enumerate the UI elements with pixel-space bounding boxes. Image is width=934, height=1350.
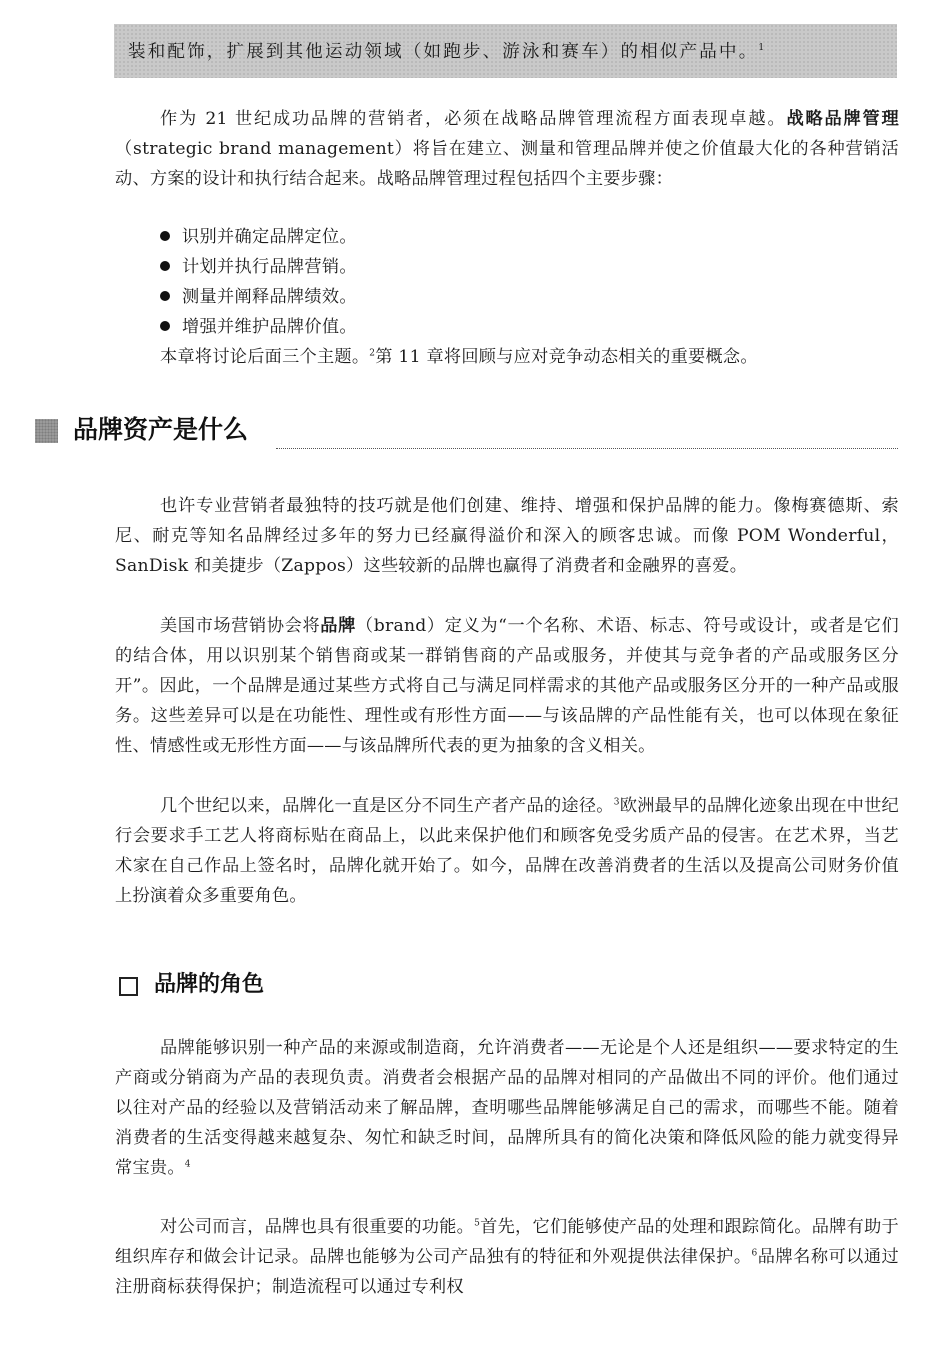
section-heading: 品牌资产是什么	[73, 415, 249, 444]
body-paragraph: 几个世纪以来，品牌化一直是区分不同生产者产品的途径。$^3$欧洲最早的品牌化迹象出现在中世纪行会要求手工艺人将商标贴在商品上，以此来保护他们和顾客免受劣质产品的侵害。在艺术界，当艺术家在自己作品上签名时，品牌化就开始了。如今，品牌在改善消费者的生活以及提高公司财务价值上扮演着众多重要角色。	[115, 796, 899, 906]
footnote-ref: 2	[369, 348, 376, 359]
bullet-icon	[160, 321, 170, 331]
bullet-icon	[160, 231, 170, 241]
continued-text-line: 装和配饰，扩展到其他运动领域（如跑步、游泳和赛车）的相似产品中。$^1$	[128, 42, 767, 62]
bullet-icon	[160, 261, 170, 271]
continued-text-band	[114, 24, 897, 78]
chapter-note-paragraph: 本章将讨论后面三个主题。$^2$第 11 章将回顾与应对竞争动态相关的重要概念。	[160, 347, 758, 367]
section-marker	[35, 419, 58, 443]
footnote-ref: 6	[751, 1248, 758, 1259]
body-paragraph: 美国市场营销协会将品牌（brand）定义为“一个名称、术语、标志、符号或设计，或者是它们的结合体，用以识别某个销售商或某一群销售商的产品或服务，并使其与竞争者的产品或服务区分开”。因此，一个品牌是通过某些方式将自己与满足同样需求的其他产品或服务区分开的一种产品或服务。这些差异可以是在功能性、理性或有形性方面——与该品牌的产品性能有关，也可以体现在象征性、情感性或无形性方面——与该品牌所代表的更为抽象的含义相关。	[115, 616, 899, 756]
body-paragraph: 也许专业营销者最独特的技巧就是他们创建、维持、增强和保护品牌的能力。像梅赛德斯、索尼、耐克等知名品牌经过多年的努力已经赢得溢价和深入的顾客忠诚。而像 POM Wonderful，SanDisk 和美捷步（Zappos）这些较新的品牌也赢得了消费者和金融界的喜爱。	[115, 496, 899, 576]
footnote-ref: 5	[474, 1218, 481, 1229]
intro-paragraph: 作为 21 世纪成功品牌的营销者，必须在战略品牌管理流程方面表现卓越。战略品牌管理（strategic brand management）将旨在建立、测量和管理品牌并使之价值最大化的各种营销活动、方案的设计和执行结合起来。战略品牌管理过程包括四个主要步骤：	[115, 109, 899, 189]
list-item: 增强并维护品牌价值。	[160, 312, 357, 342]
list-item: 计划并执行品牌营销。	[160, 252, 357, 282]
footnote-ref: 4	[184, 1159, 191, 1170]
footnote-ref: 1	[758, 43, 767, 54]
subsection-box-icon	[119, 977, 138, 996]
list-item: 测量并阐释品牌绩效。	[160, 282, 357, 312]
list-item: 识别并确定品牌定位。	[160, 222, 357, 252]
steps-list	[160, 222, 357, 342]
key-term: 品牌	[320, 616, 356, 636]
subsection-heading: 品牌的角色	[154, 972, 265, 997]
key-term: 战略品牌管理	[786, 109, 899, 129]
footnote-ref: 3	[613, 797, 620, 808]
body-paragraph: 品牌能够识别一种产品的来源或制造商，允许消费者——无论是个人还是组织——要求特定的生产商或分销商为产品的表现负责。消费者会根据产品的品牌对相同的产品做出不同的评价。他们通过以往对产品的经验以及营销活动来了解品牌，查明哪些品牌能够满足自己的需求，而哪些不能。随着消费者的生活变得越来越复杂、匆忙和缺乏时间，品牌所具有的简化决策和降低风险的能力就变得异常宝贵。$^4$	[115, 1038, 899, 1178]
section-dotted-rule	[276, 448, 898, 449]
body-paragraph: 对公司而言，品牌也具有很重要的功能。$^5$首先，它们能够使产品的处理和跟踪简化。品牌有助于组织库存和做会计记录。品牌也能够为公司产品独有的特征和外观提供法律保护。$^6$品牌名称可以通过注册商标获得保护；制造流程可以通过专利权	[115, 1217, 899, 1297]
bullet-icon	[160, 291, 170, 301]
